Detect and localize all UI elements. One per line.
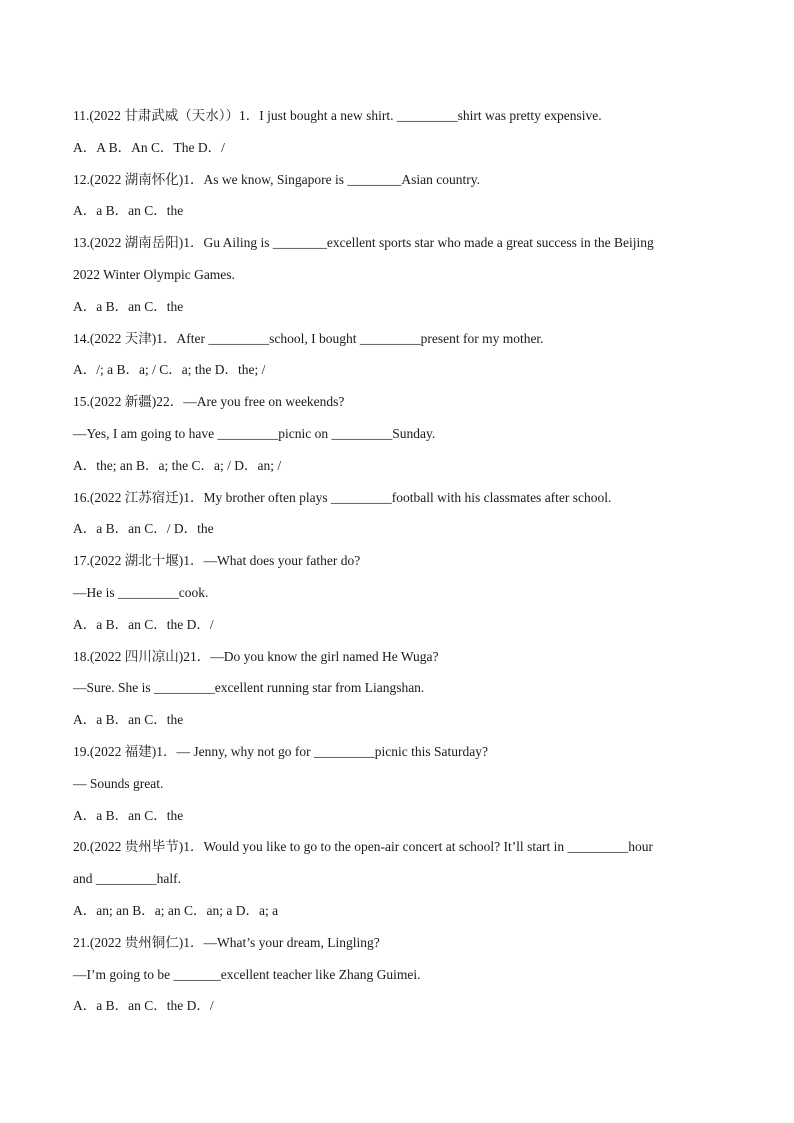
question-15-stem: 15.(2022 新疆)22．—Are you free on weekends? (73, 394, 345, 410)
question-16-stem: 16.(2022 江苏宿迁)1．My brother often plays _________football with his classmates after school. (73, 489, 612, 505)
question-19-reply: — Sounds great. (73, 775, 164, 791)
question-18-stem: 18.(2022 四川凉山)21．—Do you know the girl named He Wuga? (73, 648, 439, 664)
question-13-stem-continued: 2022 Winter Olympic Games. (73, 266, 235, 282)
question-17-stem: 17.(2022 湖北十堰)1．—What does your father do? (73, 553, 361, 569)
question-20-stem: 20.(2022 贵州毕节)1．Would you like to go to the open-air concert at school? It’ll start in _________hour (73, 839, 654, 855)
question-16-options: A．a B．an C．/ D．the (73, 521, 214, 537)
question-15-options: A．the; an B．a; the C．a; / D．an; / (73, 457, 282, 473)
question-11-options: A．A B．An C．The D．/ (73, 139, 225, 155)
question-18-reply: —Sure. She is _________excellent running star from Liangshan. (73, 680, 425, 696)
question-21-options: A．a B．an C．the D．/ (73, 998, 214, 1014)
question-13-options: A．a B．an C．the (73, 298, 184, 314)
question-17-reply: —He is _________cook. (73, 584, 209, 600)
question-20-stem-continued: and _________half. (73, 871, 181, 887)
question-19-stem: 19.(2022 福建)1．— Jenny, why not go for _________picnic this Saturday? (73, 743, 488, 759)
question-14-options: A．/; a B．a; / C．a; the D．the; / (73, 362, 266, 378)
worksheet-page (73, 100, 723, 1022)
question-11-stem: 11.(2022 甘肃武威（天水））1．I just bought a new shirt. _________shirt was pretty expensive. (73, 108, 602, 123)
question-21-stem: 21.(2022 贵州铜仁)1．—What’s your dream, Lingling? (73, 934, 380, 950)
question-21-reply: —I’m going to be _______excellent teacher like Zhang Guimei. (73, 966, 421, 982)
question-18-options: A．a B．an C．the (73, 712, 184, 728)
question-19-options: A．a B．an C．the (73, 807, 184, 823)
question-12-stem: 12.(2022 湖南怀化)1．As we know, Singapore is ________Asian country. (73, 171, 480, 187)
question-20-options: A．an; an B．a; an C．an; a D．a; a (73, 902, 279, 918)
question-13-stem: 13.(2022 湖南岳阳)1．Gu Ailing is ________excellent sports star who made a great success in the Beijing (73, 235, 654, 251)
question-12-options: A．a B．an C．the (73, 203, 184, 219)
question-15-reply: —Yes, I am going to have _________picnic on _________Sunday. (73, 425, 436, 441)
question-14-stem: 14.(2022 天津)1．After _________school, I bought _________present for my mother. (73, 330, 544, 346)
question-17-options: A．a B．an C．the D．/ (73, 616, 214, 632)
